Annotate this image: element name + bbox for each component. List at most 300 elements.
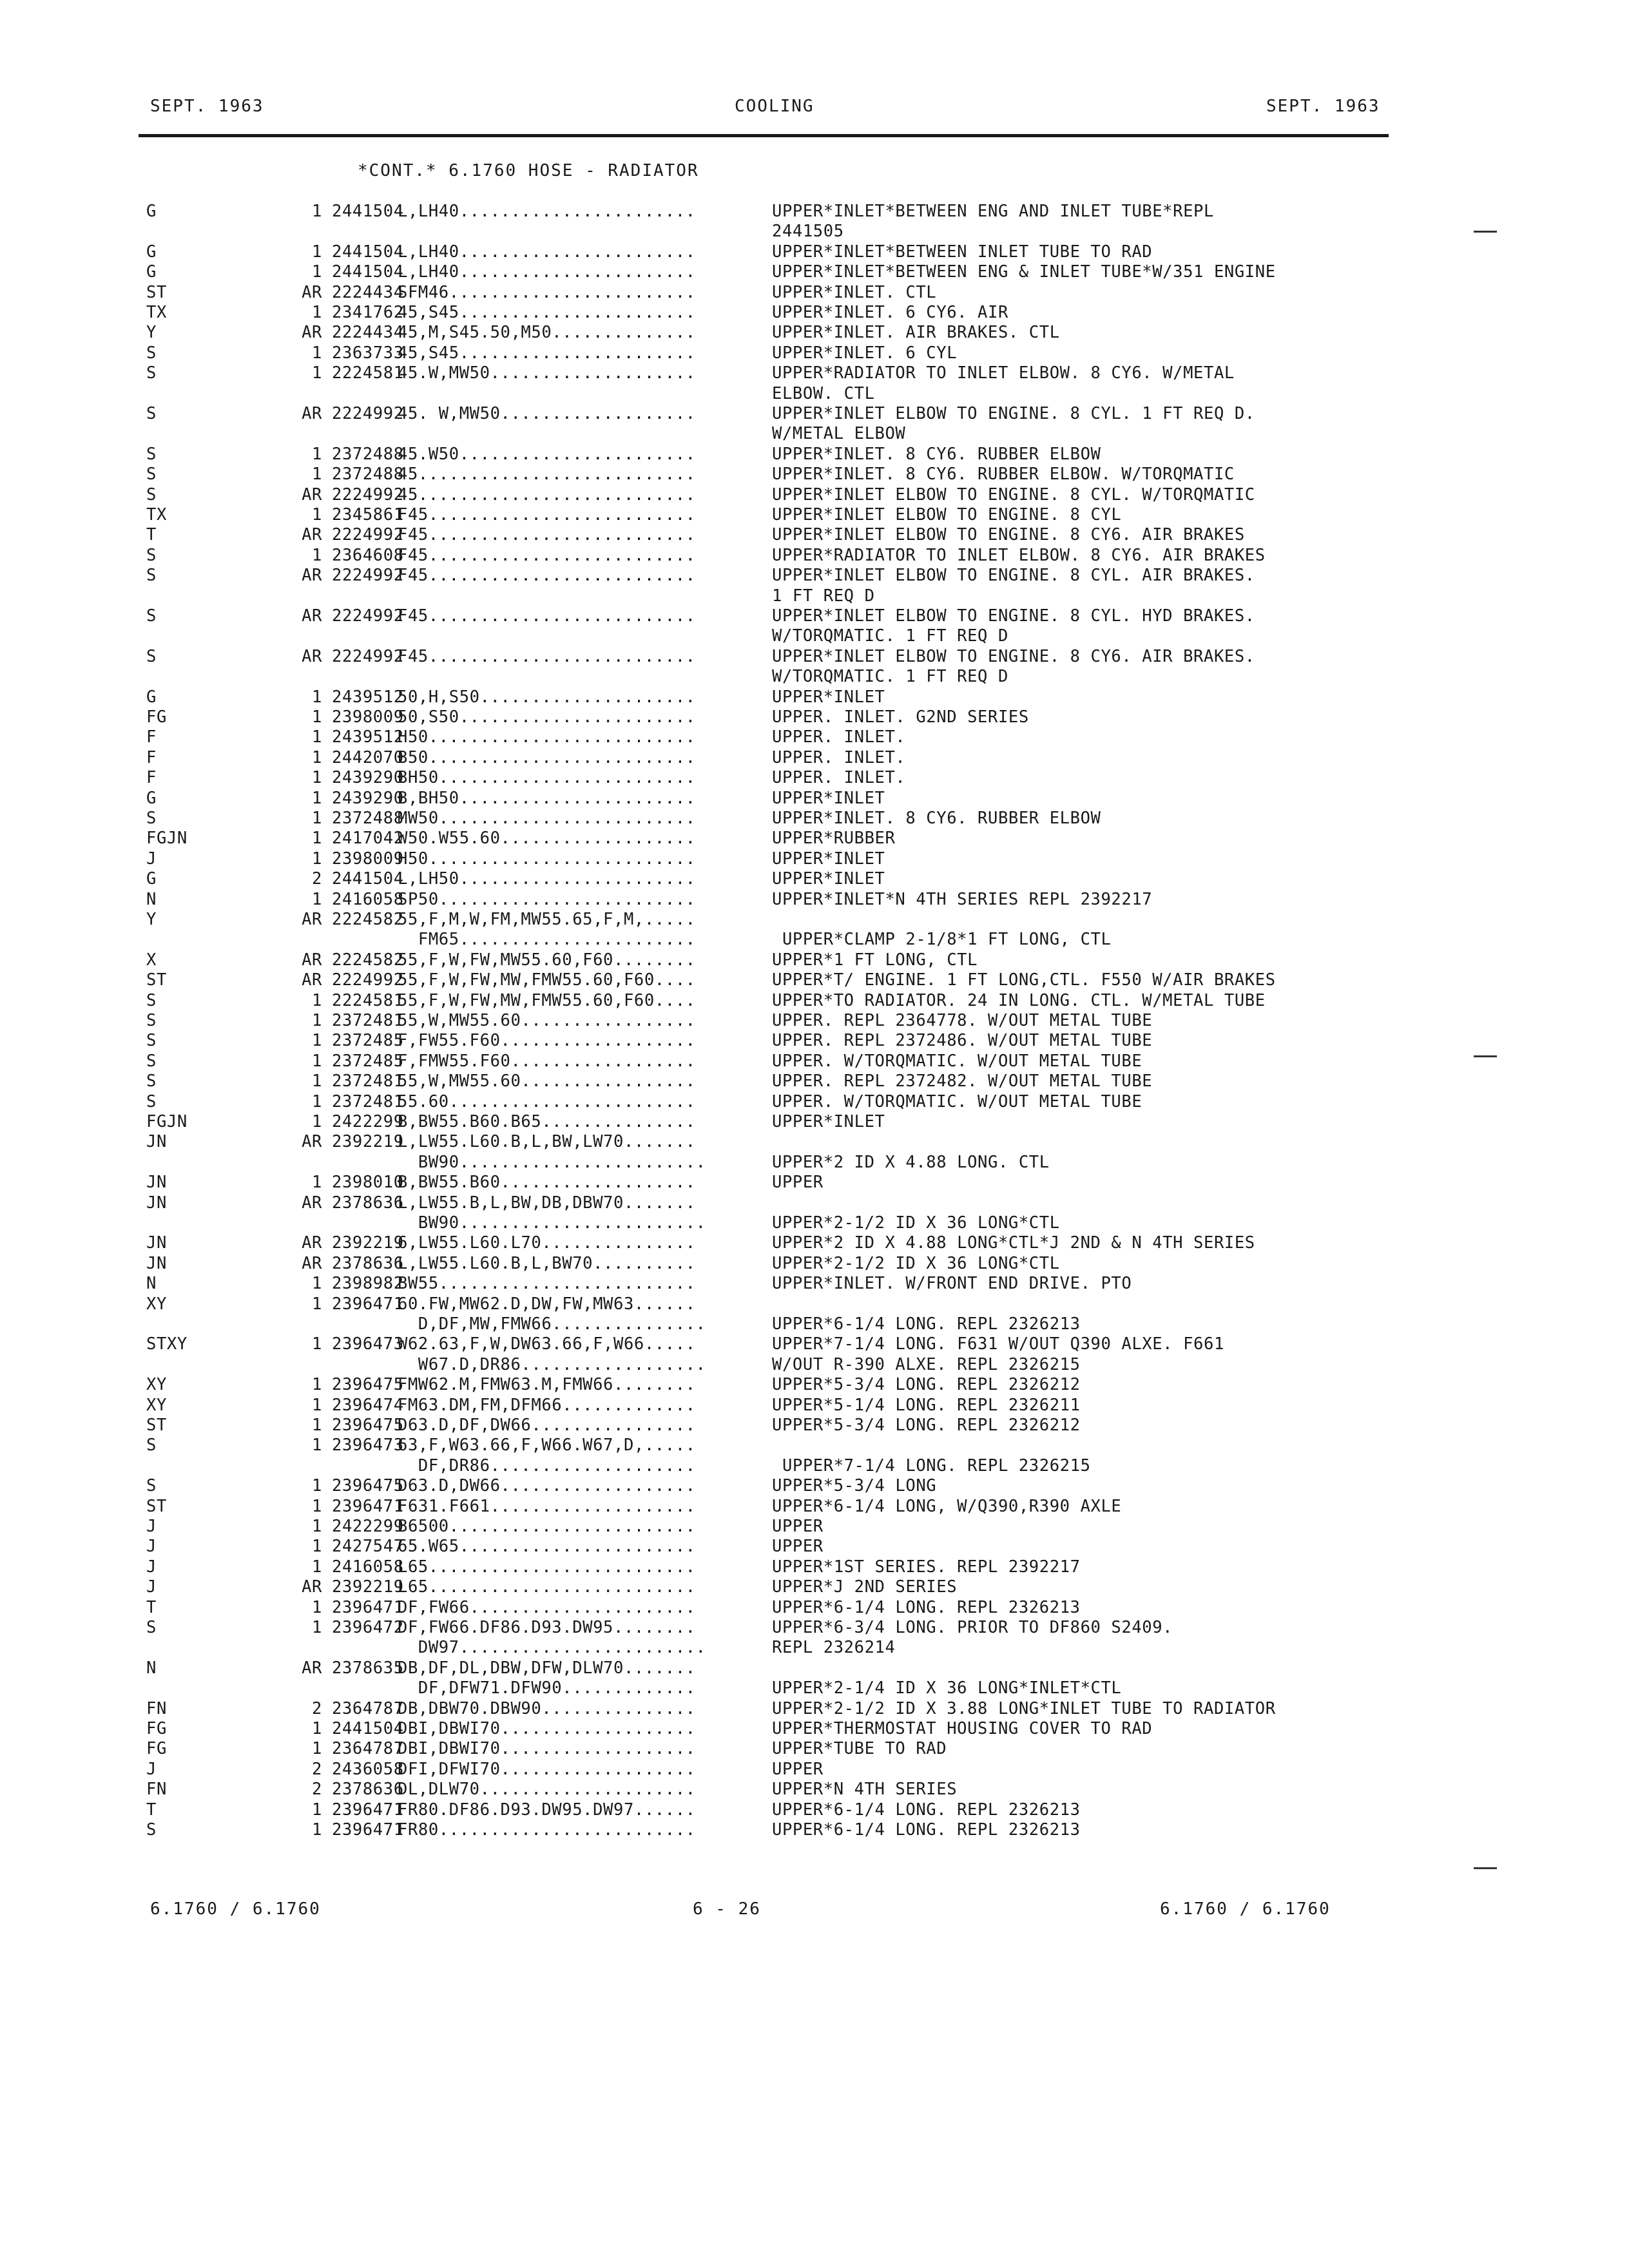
row-description: UPPER*INLET. 6 CYL [772,343,958,363]
row-models: L,LW55.B,L,BW,DB,DBW70....... [398,1193,696,1213]
row-code: ST [146,1496,167,1516]
row-qty: AR [302,950,322,970]
header-date-right: SEPT. 1963 [1266,97,1380,116]
row-models: L65.......................... [398,1577,696,1597]
row-models: 55.60........................ [398,1091,696,1111]
row-description: UPPER*6-3/4 LONG. PRIOR TO DF860 S2409. [772,1618,1173,1637]
row-code: T [146,1597,157,1617]
row-models: DBI,DBWI70................... [398,1739,696,1759]
row-qty: AR [302,404,322,423]
row-code: S [146,1436,157,1456]
row-code: JN [146,1132,167,1152]
row-models: 45,S45....................... [398,303,696,322]
row-models: FM65....................... [398,930,696,950]
row-part-number: 2372485 [332,1031,404,1051]
row-code: TX [146,505,167,524]
row-part-number: 2363733 [332,343,404,363]
row-code: FG [146,1719,167,1738]
row-models: 45. W,MW50................... [398,404,696,423]
row-qty: AR [302,323,322,343]
row-qty: AR [302,1577,322,1597]
row-part-number: 2398982 [332,1274,404,1294]
row-models: 55,W,MW55.60................. [398,1011,696,1030]
row-qty: 1 [312,889,322,909]
row-qty: 1 [312,1274,322,1294]
row-description: W/TORQMATIC. 1 FT REQ D [772,667,1008,687]
row-models: 55,F,W,FW,MW,FMW55.60,F60.... [398,990,696,1010]
row-code: J [146,1759,157,1779]
row-part-number: 2224992 [332,485,404,505]
row-description: UPPER*INLET. 8 CY6. RUBBER ELBOW. W/TORQMATIC [772,465,1235,485]
row-code: N [146,889,157,909]
row-part-number: 2396475 [332,1476,404,1496]
row-part-number: 2396471 [332,1800,404,1820]
row-qty: 1 [312,242,322,262]
row-qty: 1 [312,1476,322,1496]
row-description: UPPER*2 ID X 4.88 LONG. CTL [772,1152,1050,1172]
row-part-number: 2372481 [332,1091,404,1111]
row-models: L,LH40....................... [398,262,696,282]
row-qty: 1 [312,1051,322,1071]
row-code: S [146,1072,157,1091]
row-code: T [146,525,157,545]
row-models: DBI,DBWI70................... [398,1719,696,1738]
row-qty [284,1354,322,1375]
row-qty: AR [302,1658,322,1678]
row-models: 45.W,MW50.................... [398,363,696,383]
row-part-number: 2441504 [332,202,404,221]
row-part-number: 2364787 [332,1698,404,1718]
row-part-number: 2392219 [332,1233,404,1253]
margin-mark [1474,1867,1497,1869]
row-part-number: 2436058 [332,1759,404,1779]
row-qty: 1 [312,343,322,363]
row-models: B,BH50....................... [398,788,696,808]
row-qty: 1 [312,747,322,767]
row-part-number: 2416058 [332,1557,404,1577]
row-models: 50,S50....................... [398,707,696,727]
row-description: UPPER*INLET. AIR BRAKES. CTL [772,323,1060,343]
footer-ref-right: 6.1760 / 6.1760 [1160,1899,1331,1919]
row-code: FN [146,1780,167,1800]
row-description: W/OUT R-390 ALXE. REPL 2326215 [772,1354,1081,1374]
row-part-number: 2392219 [332,1132,404,1152]
row-models: L,LH40....................... [398,202,696,221]
row-code: S [146,1618,157,1637]
row-part-number: 2398009 [332,707,404,727]
row-part-number: 2224992 [332,525,404,545]
row-part-number: 2441504 [332,262,404,282]
row-qty [284,423,322,444]
row-models: L,LH40....................... [398,242,696,262]
row-qty [284,929,322,950]
row-code: S [146,404,157,423]
row-code: J [146,849,157,869]
row-qty: 1 [312,1557,322,1577]
row-models: H50.......................... [398,849,696,869]
row-qty: AR [302,485,322,505]
row-code: G [146,687,157,707]
row-qty: 1 [312,1800,322,1820]
row-qty: 1 [312,768,322,788]
row-code: S [146,606,157,626]
row-part-number: 2392219 [332,1577,404,1597]
row-part-number: 2439290 [332,768,404,788]
row-code: F [146,747,157,767]
row-part-number: 2372481 [332,1011,404,1030]
row-models: SP50......................... [398,889,696,909]
row-part-number: 2396473 [332,1334,404,1354]
row-part-number: 2396471 [332,1820,404,1840]
row-code: FG [146,1739,167,1759]
row-description: UPPER. INLET. [772,747,906,767]
row-description: UPPER*INLET. CTL [772,282,937,302]
header-date-left: SEPT. 1963 [150,97,264,116]
row-description: UPPER*CLAMP 2-1/8*1 FT LONG, CTL [772,930,1112,950]
row-code: G [146,262,157,282]
row-models: 63,F,W63.66,F,W66.W67,D,..... [398,1436,696,1456]
row-qty: AR [302,1132,322,1152]
row-code: T [146,1800,157,1820]
row-models: F45.......................... [398,525,696,545]
row-part-number: 2398009 [332,849,404,869]
row-models: DB,DBW70.DBW90............... [398,1698,696,1718]
row-part-number: 2224992 [332,970,404,990]
row-models: DF,FW66...................... [398,1597,696,1617]
row-qty: AR [302,1233,322,1253]
row-description: UPPER*5-3/4 LONG. REPL 2326212 [772,1416,1081,1435]
row-description: 1 FT REQ D [772,586,875,606]
row-description: UPPER*5-3/4 LONG. REPL 2326212 [772,1375,1081,1395]
row-qty [284,1314,322,1334]
row-description: UPPER*2-1/2 ID X 36 LONG*CTL [772,1213,1060,1233]
row-models: B,BW55.B60................... [398,1173,696,1193]
row-description: 2441505 [772,222,844,242]
row-code: S [146,485,157,505]
row-models: 6,LW55.L60.L70............... [398,1233,696,1253]
row-description: UPPER*6-1/4 LONG. REPL 2326213 [772,1800,1081,1820]
row-part-number: 2224992 [332,566,404,586]
row-part-number: 2396471 [332,1496,404,1516]
row-qty: 1 [312,202,322,221]
row-part-number: 2396471 [332,1597,404,1617]
row-part-number: 2224581 [332,990,404,1010]
row-description: UPPER [772,1537,824,1557]
row-part-number: 2439290 [332,788,404,808]
row-models: BH50......................... [398,768,696,788]
row-qty: 1 [312,1436,322,1456]
row-description: UPPER*INLET. 8 CY6. RUBBER ELBOW [772,444,1101,464]
row-description: UPPER*RADIATOR TO INLET ELBOW. 8 CY6. AIR BRAKES [772,545,1266,565]
row-part-number: 2345861 [332,505,404,524]
row-models: B6500........................ [398,1517,696,1536]
row-description: UPPER*6-1/4 LONG, W/Q390,R390 AXLE [772,1496,1122,1516]
row-description: UPPER. REPL 2364778. W/OUT METAL TUBE [772,1011,1153,1030]
row-models: 60.FW,MW62.D,DW,FW,MW63...... [398,1294,696,1314]
footer-page-number: 6 - 26 [693,1899,761,1919]
row-qty [284,666,322,687]
row-code: S [146,809,157,828]
row-qty: 1 [312,1072,322,1091]
row-models: 55,W,MW55.60................. [398,1072,696,1091]
row-models: FR80......................... [398,1820,696,1840]
row-description: UPPER*6-1/4 LONG. REPL 2326213 [772,1314,1081,1334]
row-qty: 1 [312,1820,322,1840]
row-models: F45.......................... [398,545,696,565]
row-code: S [146,363,157,383]
row-code: XY [146,1375,167,1395]
row-models: FMW62.M,FMW63.M,FMW66........ [398,1375,696,1395]
row-part-number: 2427547 [332,1537,404,1557]
row-description: UPPER*T/ ENGINE. 1 FT LONG,CTL. F550 W/AIR BRAKES [772,970,1276,990]
row-qty: 1 [312,262,322,282]
row-code: S [146,1091,157,1111]
row-models: 45,S45....................... [398,343,696,363]
row-part-number: 2224992 [332,404,404,423]
row-description: UPPER*1 FT LONG, CTL [772,950,978,970]
row-code: JN [146,1173,167,1193]
row-qty: 1 [312,849,322,869]
row-code: S [146,1476,157,1496]
header-rule [139,134,1389,137]
row-models: 55,F,W,FW,MW,FMW55.60,F60.... [398,970,696,990]
row-models: DB,DF,DL,DBW,DFW,DLW70....... [398,1658,696,1678]
row-qty: 2 [312,1698,322,1718]
row-qty [284,626,322,646]
margin-mark [1474,1055,1497,1057]
row-description: UPPER*INLET ELBOW TO ENGINE. 8 CYL. W/TORQMATIC [772,485,1255,505]
row-description: UPPER*INLET ELBOW TO ENGINE. 8 CY6. AIR BRAKES. [772,646,1255,666]
row-qty: 1 [312,1091,322,1111]
row-description: UPPER*2-1/2 ID X 3.88 LONG*INLET TUBE TO RADIATOR [772,1698,1276,1718]
row-qty [284,1456,322,1476]
row-models: 55,F,W,FW,MW55.60,F60........ [398,950,696,970]
row-qty: 1 [312,303,322,322]
row-models: 45,M,S45.50,M50.............. [398,323,696,343]
row-models: 55,F,M,W,FM,MW55.65,F,M,..... [398,910,696,929]
row-code: S [146,343,157,363]
row-description: UPPER*2-1/2 ID X 36 LONG*CTL [772,1253,1060,1273]
row-part-number: 2422299 [332,1517,404,1536]
row-qty: 1 [312,1719,322,1738]
row-qty: 1 [312,465,322,485]
row-code: G [146,788,157,808]
row-qty: 1 [312,1173,322,1193]
row-qty: 1 [312,1416,322,1435]
row-qty: 1 [312,990,322,1010]
row-part-number: 2441504 [332,1719,404,1738]
row-code: G [146,869,157,889]
row-qty: 1 [312,1112,322,1131]
row-code: J [146,1537,157,1557]
row-description: UPPER [772,1173,824,1193]
row-description: REPL 2326214 [772,1638,896,1658]
row-description: UPPER*7-1/4 LONG. F631 W/OUT Q390 ALXE. F661 [772,1334,1224,1354]
row-code: JN [146,1233,167,1253]
row-qty: 1 [312,444,322,464]
row-part-number: 2364608 [332,545,404,565]
row-code: ST [146,282,167,302]
row-code: JN [146,1193,167,1213]
row-qty: 1 [312,1294,322,1314]
row-models: L,LW55.L60.B,L,BW,LW70....... [398,1132,696,1152]
row-models: F45.......................... [398,566,696,586]
row-qty [284,1637,322,1658]
row-description: UPPER*J 2ND SERIES [772,1577,958,1597]
row-part-number: 2224992 [332,606,404,626]
row-part-number: 2417042 [332,829,404,849]
row-qty: 1 [312,363,322,383]
row-models: DF,FW66.DF86.D93.DW95........ [398,1618,696,1637]
row-models: BW90........................ [398,1213,706,1233]
row-description: UPPER*TUBE TO RAD [772,1739,947,1759]
row-description: UPPER*INLET*BETWEEN ENG AND INLET TUBE*REPL [772,202,1214,221]
row-code: N [146,1274,157,1294]
row-part-number: 2372488 [332,444,404,464]
row-models: FM63.DM,FM,DFM66............. [398,1395,696,1415]
row-description: UPPER*INLET ELBOW TO ENGINE. 8 CY6. AIR BRAKES [772,525,1245,545]
row-models: 45........................... [398,465,696,485]
row-models: L,LW55.L60.B,L,BW70.......... [398,1253,696,1273]
row-part-number: 2378635 [332,1658,404,1678]
row-description: UPPER*INLET ELBOW TO ENGINE. 8 CYL. AIR BRAKES. [772,566,1255,586]
row-models: 45.W50....................... [398,444,696,464]
row-qty: 1 [312,1496,322,1516]
row-models: B,BW55.B60.B65............... [398,1112,696,1131]
row-description: UPPER*INLET [772,849,885,869]
row-part-number: 2439512 [332,687,404,707]
row-qty: 2 [312,1780,322,1800]
row-description: UPPER*2 ID X 4.88 LONG*CTL*J 2ND & N 4TH SERIES [772,1233,1255,1253]
footer-ref-left: 6.1760 / 6.1760 [150,1899,321,1919]
row-qty [284,1152,322,1173]
row-qty: 1 [312,1011,322,1030]
row-part-number: 2372481 [332,1072,404,1091]
row-qty: 1 [312,1517,322,1536]
row-description: UPPER*INLET. 6 CY6. AIR [772,303,1008,322]
row-part-number: 2441504 [332,242,404,262]
row-description: UPPER*INLET [772,788,885,808]
row-qty: AR [302,606,322,626]
row-part-number: 2398010 [332,1173,404,1193]
row-description: UPPER. W/TORQMATIC. W/OUT METAL TUBE [772,1091,1142,1111]
row-code: JN [146,1253,167,1273]
row-models: BW90........................ [398,1152,706,1172]
row-code: S [146,990,157,1010]
row-models: F45.......................... [398,646,696,666]
row-description: UPPER*5-3/4 LONG [772,1476,937,1496]
row-code: S [146,1820,157,1840]
row-part-number: 2224434 [332,282,404,302]
row-models: F,FW55.F60................... [398,1031,696,1051]
row-qty [284,586,322,606]
row-code: XY [146,1294,167,1314]
row-description: ELBOW. CTL [772,383,875,403]
row-part-number: 2439512 [332,727,404,747]
row-part-number: 2372488 [332,809,404,828]
row-part-number: 2224581 [332,363,404,383]
row-code: G [146,202,157,221]
row-code: FGJN [146,829,188,849]
row-models: F631.F661.................... [398,1496,696,1516]
row-description: UPPER*5-1/4 LONG. REPL 2326211 [772,1395,1081,1415]
row-code: F [146,768,157,788]
row-qty: 1 [312,1031,322,1051]
row-description: UPPER*INLET ELBOW TO ENGINE. 8 CYL. 1 FT REQ D. [772,404,1255,423]
row-qty: 1 [312,727,322,747]
row-part-number: 2396471 [332,1294,404,1314]
row-description: UPPER [772,1759,824,1779]
row-part-number: 2442070 [332,747,404,767]
row-code: STXY [146,1334,188,1354]
row-code: S [146,646,157,666]
row-description: UPPER*THERMOSTAT HOUSING COVER TO RAD [772,1719,1153,1738]
row-part-number: 2341762 [332,303,404,322]
row-models: F45.......................... [398,505,696,524]
row-description: UPPER*N 4TH SERIES [772,1780,958,1800]
row-part-number: 2378636 [332,1193,404,1213]
row-models: 65.W65....................... [398,1537,696,1557]
row-models: D63.D,DF,DW66................ [398,1416,696,1435]
row-models: L65.......................... [398,1557,696,1577]
row-part-number: 2396472 [332,1618,404,1637]
row-qty: AR [302,1193,322,1213]
row-description: UPPER. INLET. [772,727,906,747]
row-description: UPPER*INLET ELBOW TO ENGINE. 8 CYL [772,505,1122,524]
row-models: W67.D,DR86.................. [398,1354,706,1374]
row-code: J [146,1577,157,1597]
row-part-number: 2224434 [332,323,404,343]
row-part-number: 2396474 [332,1395,404,1415]
row-part-number: 2396475 [332,1416,404,1435]
row-code: FG [146,707,167,727]
row-models: MW50......................... [398,809,696,828]
row-part-number: 2441504 [332,869,404,889]
row-description: UPPER. INLET. [772,768,906,788]
row-qty: 2 [312,869,322,889]
row-description: UPPER*2-1/4 ID X 36 LONG*INLET*CTL [772,1678,1122,1698]
row-description: UPPER*TO RADIATOR. 24 IN LONG. CTL. W/METAL TUBE [772,990,1266,1010]
row-part-number: 2378636 [332,1253,404,1273]
row-models: SFM46........................ [398,282,696,302]
row-description: UPPER*RUBBER [772,829,896,849]
row-part-number: 2422299 [332,1112,404,1131]
row-code: N [146,1658,157,1678]
row-code: J [146,1557,157,1577]
row-code: TX [146,303,167,322]
row-code: S [146,1051,157,1071]
row-models: L,LH50....................... [398,869,696,889]
row-models: F45.......................... [398,606,696,626]
row-qty [284,1678,322,1698]
row-part-number: 2364787 [332,1739,404,1759]
row-description: UPPER*6-1/4 LONG. REPL 2326213 [772,1820,1081,1840]
row-qty: 1 [312,1395,322,1415]
row-part-number: 2224582 [332,910,404,929]
row-models: BW55......................... [398,1274,696,1294]
row-models: W50.W55.60................... [398,829,696,849]
row-models: D63.D,DW66................... [398,1476,696,1496]
row-qty [284,221,322,242]
row-qty: AR [302,1253,322,1273]
row-part-number: 2378636 [332,1780,404,1800]
row-part-number: 2372488 [332,465,404,485]
row-qty: 2 [312,1759,322,1779]
row-qty: 1 [312,788,322,808]
row-description: W/METAL ELBOW [772,424,906,444]
row-qty: 1 [312,687,322,707]
row-code: S [146,444,157,464]
